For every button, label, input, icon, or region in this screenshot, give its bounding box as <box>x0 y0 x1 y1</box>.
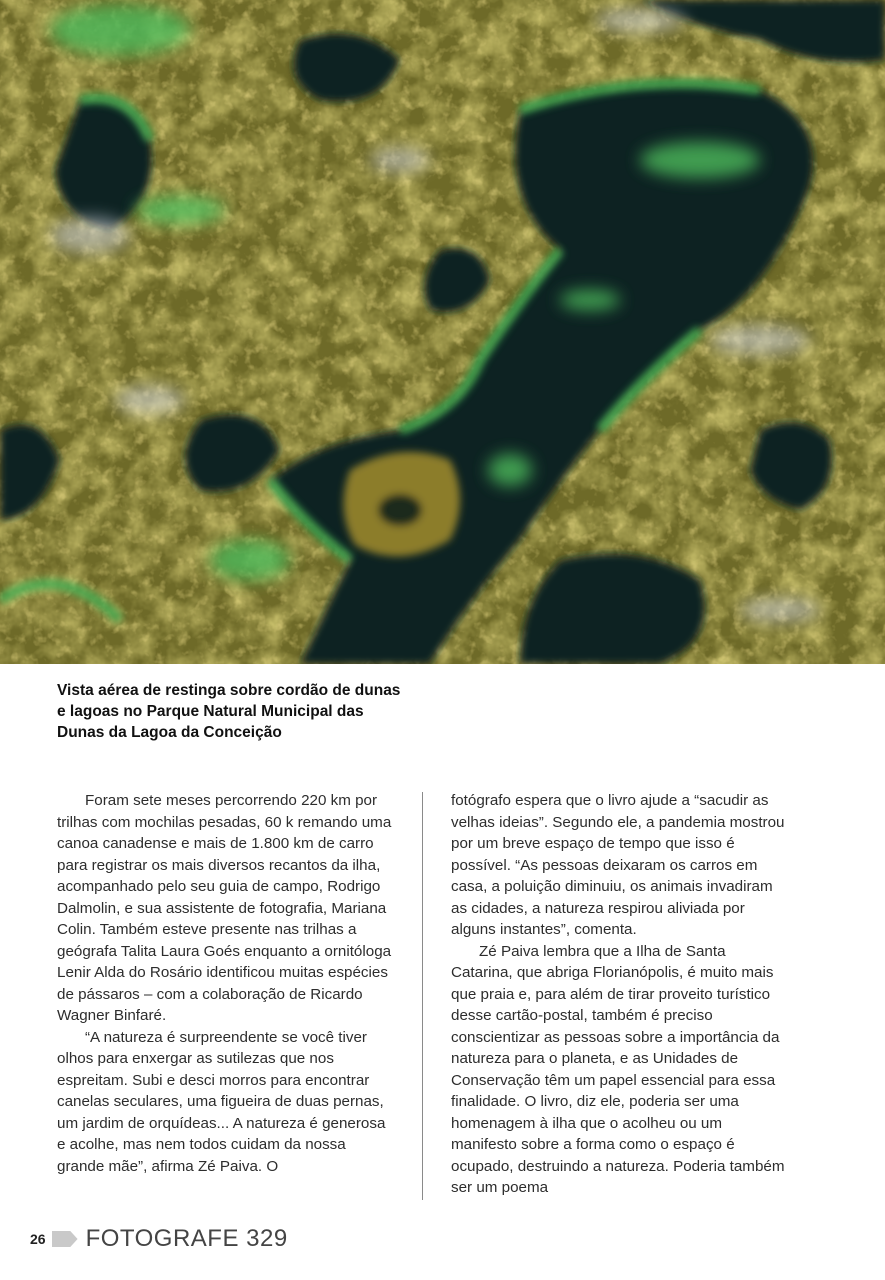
column-divider <box>422 792 423 1200</box>
article-paragraph: Foram sete meses percorrendo 220 km por trilhas com mochilas pesadas, 60 k remando uma canoa canadense e mais de 1.800 km de carro para registrar os mais diversos recantos da ilha, acompanhado pelo seu guia de campo, Rodrigo Dalmolin, e sua assistente de fotografia, Mariana Colin. Também esteve presente nas trilhas a geógrafa Talita Laura Goés enquanto a ornitóloga Lenir Alda do Rosário identificou muitas espécies de pássaros – com a colaboração de Ricardo Wagner Binfaré. <box>57 792 392 1024</box>
chevron-right-icon <box>52 1231 78 1247</box>
article-paragraph: fotógrafo espera que o livro ajude a “sacudir as velhas ideias”. Segundo ele, a pandemia mostrou por um breve espaço de tempo que isso é possível. “As pessoas deixaram os carros em casa, a poluição diminuiu, os animais invadiram as cidades, a natureza respirou aliviada por alguns instantes”, comenta. <box>451 792 785 938</box>
article-column-right <box>451 790 791 1199</box>
magazine-title: FOTOGRAFE 329 <box>85 1225 288 1252</box>
page-footer <box>30 1226 288 1252</box>
page-number: 26 <box>30 1231 46 1247</box>
article-paragraph: Zé Paiva lembra que a Ilha de Santa Catarina, que abriga Florianópolis, é muito mais que praia e, para além de tirar proveito turístico desse cartão-postal, também é preciso conscientizar as pessoas sobre a importância da natureza para o planeta, e as Unidades de Conservação têm um papel essencial para essa finalidade. O livro, diz ele, poderia ser uma homenagem à ilha que o acolheu ou um manifesto sobre a forma como o espaço é ocupado, destruindo a natureza. Poderia também ser um poema <box>451 942 785 1196</box>
article-paragraph: “A natureza é surpreendente se você tiver olhos para enxergar as sutilezas que nos espreitam. Subi e desci morros para encontrar canelas seculares, uma figueira de duas pernas, um jardim de orquídeas... A natureza é generosa e acolhe, mas nem todos cuidam da nossa grande mãe”, afirma Zé Paiva. O <box>57 1028 386 1175</box>
photo-caption: Vista aérea de restinga sobre cordão de dunas e lagoas no Parque Natural Municipal das Dunas da Lagoa da Conceição <box>57 682 401 741</box>
article-column-left <box>57 790 397 1177</box>
